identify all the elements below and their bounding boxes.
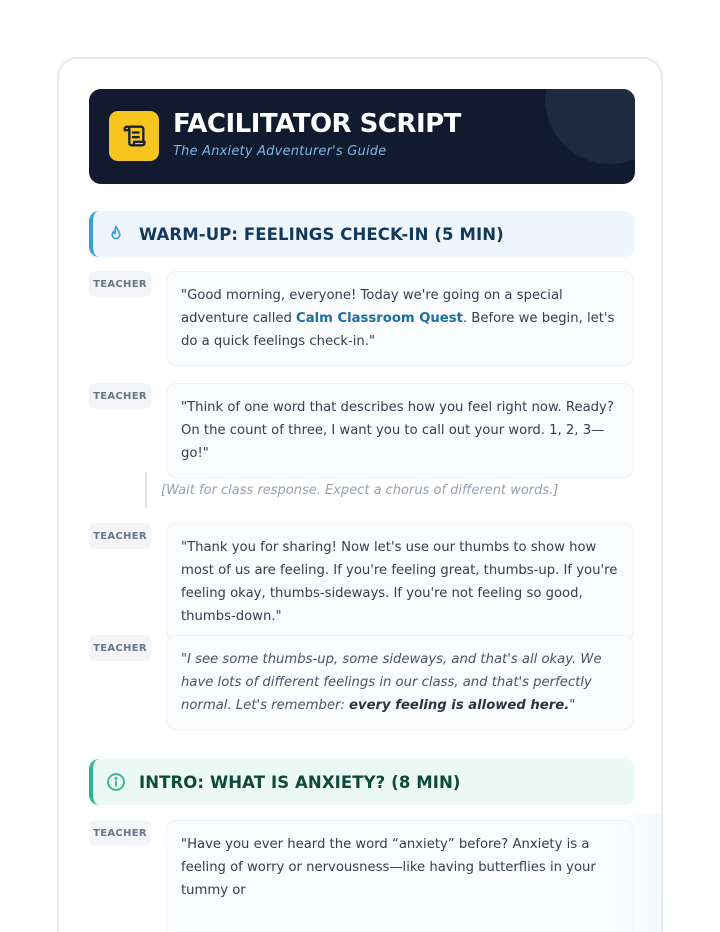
speaker-label: TEACHER bbox=[89, 523, 151, 549]
info-icon bbox=[105, 771, 127, 793]
header-decoration bbox=[545, 89, 635, 164]
flame-icon bbox=[105, 223, 127, 245]
script-card bbox=[57, 57, 663, 932]
dialogue-line: "Have you ever heard the word “anxiety” before? Anxiety is a feeling of worry or nervousness—like having butterflies in your tummy or bbox=[166, 820, 634, 932]
page-subtitle: The Anxiety Adventurer's Guide bbox=[173, 144, 387, 159]
section-heading-warm-up bbox=[89, 211, 635, 257]
speaker-label: TEACHER bbox=[89, 820, 151, 846]
stage-direction: [Wait for class response. Expect a chorus of different words.] bbox=[145, 472, 625, 508]
speaker-label: TEACHER bbox=[89, 271, 151, 297]
page-title: FACILITATOR SCRIPT bbox=[173, 109, 461, 139]
section-title: WARM-UP: FEELINGS CHECK-IN (5 MIN) bbox=[139, 224, 504, 244]
script-header bbox=[89, 89, 635, 184]
scroll-fade bbox=[611, 814, 663, 932]
dialogue-line: "Thank you for sharing! Now let's use our thumbs to show how most of us are feeling. If you're feeling great, thumbs-up. If you're feeling okay, thumbs-sideways. If you're not feeling so good, thumbs-down." bbox=[166, 523, 634, 641]
speaker-label: TEACHER bbox=[89, 635, 151, 661]
emphasis-text: every feeling is allowed here. bbox=[349, 698, 570, 713]
dialogue-line: "Think of one word that describes how you feel right now. Ready? On the count of three, I want you to call out your word. 1, 2, 3—go!" bbox=[166, 383, 634, 478]
program-name: Calm Classroom Quest bbox=[296, 311, 463, 326]
section-heading-intro bbox=[89, 759, 635, 805]
dialogue-line: "Good morning, everyone! Today we're going on a special adventure called Calm Classroom Quest. Before we begin, let's do a quick feelings check-in." bbox=[166, 271, 634, 366]
dialogue-line: "I see some thumbs-up, some sideways, and that's all okay. We have lots of different feelings in our class, and that's perfectly normal. Let's remember: every feeling is allowed here." bbox=[166, 635, 634, 730]
section-title: INTRO: WHAT IS ANXIETY? (8 MIN) bbox=[139, 772, 461, 792]
scroll-icon bbox=[109, 111, 159, 161]
speaker-label: TEACHER bbox=[89, 383, 151, 409]
